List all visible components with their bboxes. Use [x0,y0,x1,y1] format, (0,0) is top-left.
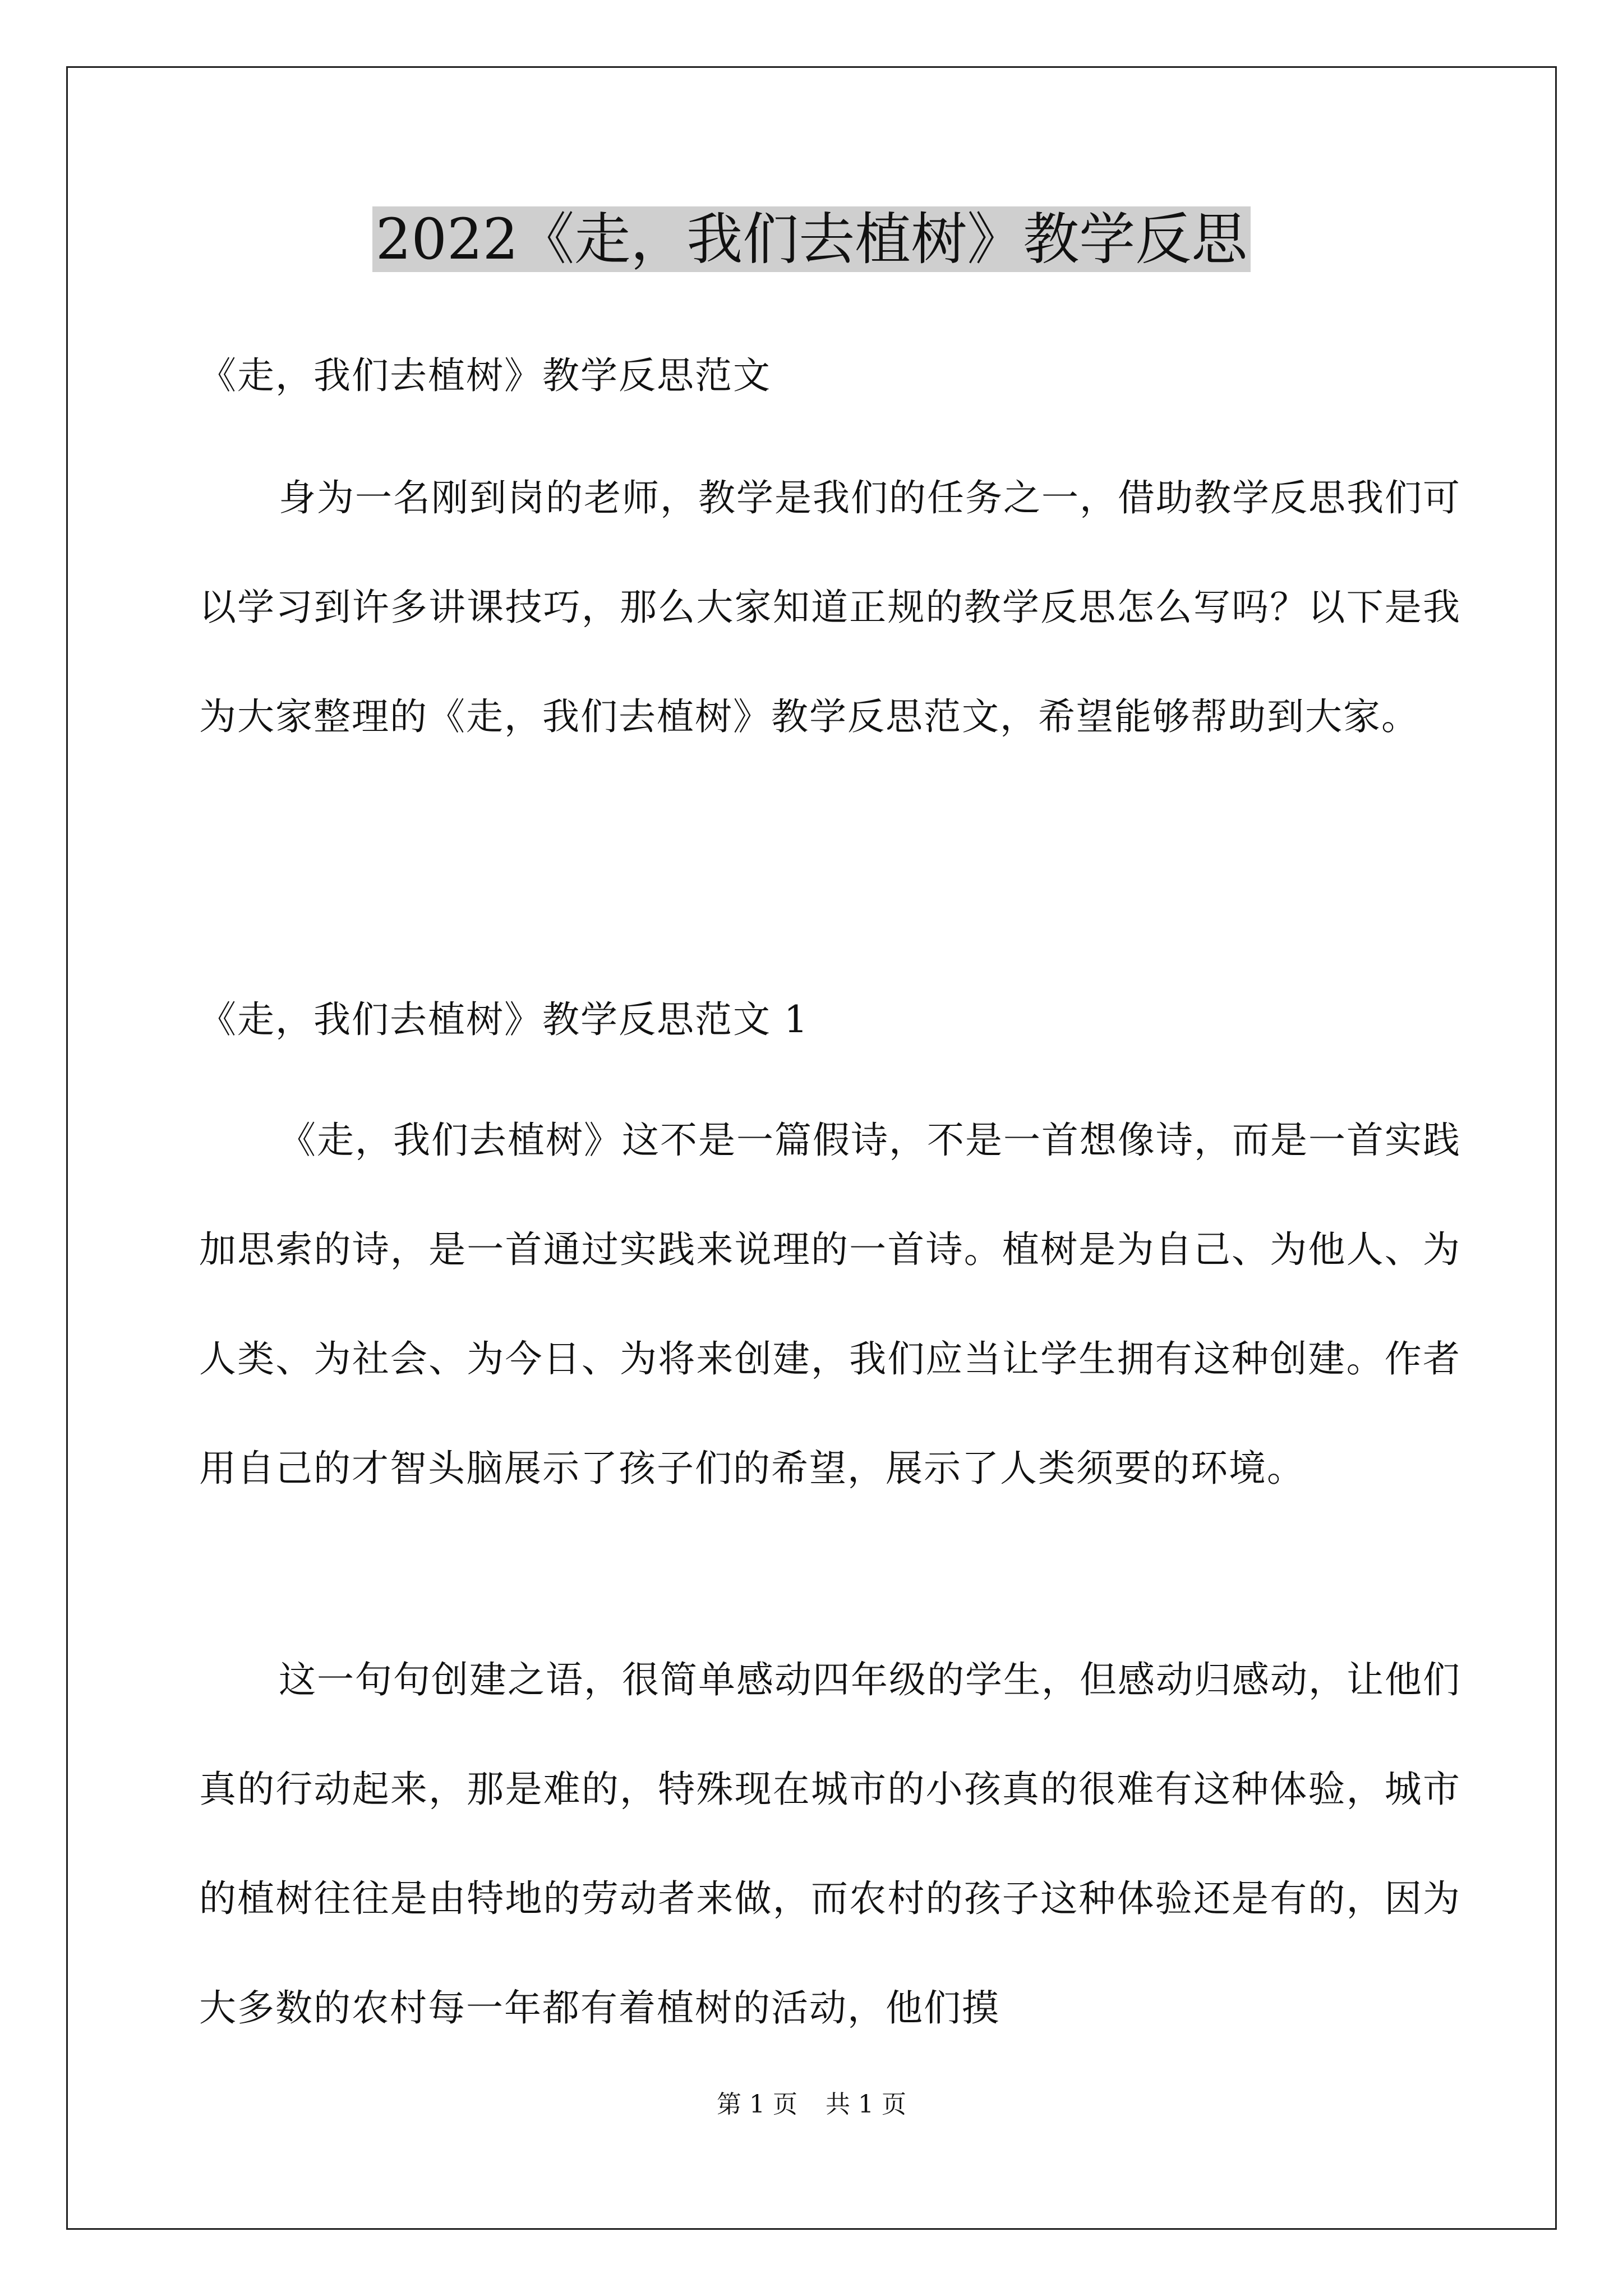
page-total: 共 1 页 [826,2090,906,2119]
section-1-paragraph-1: 《走，我们去植树》这不是一篇假诗，不是一首想像诗，而是一首实践加思索的诗，是一首通过实践来说理的一首诗。植树是为自己、为他人、为人类、为社会、为今日、为将来创建，我们应当让学生拥有这种创建。作者用自己的才智头脑展示了孩子们的希望，展示了人类须要的环境。 [199,1119,1461,1490]
document-title-text: 2022《走，我们去植树》教学反思 [372,206,1251,272]
document-title [0,197,1623,282]
section-1-paragraph-2: 这一句句创建之语，很简单感动四年级的学生，但感动归感动，让他们真的行动起来，那是难的，特殊现在城市的小孩真的很难有这种体验，城市的植树往往是由特地的劳动者来做，而农村的孩子这种体验还是有的，因为大多数的农村每一年都有着植树的活动，他们摸 [199,1658,1461,2030]
page-footer [0,2088,1623,2122]
document-subtitle: 《走，我们去植树》教学反思范文 [199,354,771,397]
intro-paragraph: 身为一名刚到岗的老师，教学是我们的任务之一，借助教学反思我们可以学习到许多讲课技巧，那么大家知道正规的教学反思怎么写吗？以下是我为大家整理的《走，我们去植树》教学反思范文，希望能够帮助到大家。 [199,476,1461,738]
page-number: 第 1 页 [717,2090,797,2119]
section-1-heading: 《走，我们去植树》教学反思范文 1 [199,998,809,1041]
